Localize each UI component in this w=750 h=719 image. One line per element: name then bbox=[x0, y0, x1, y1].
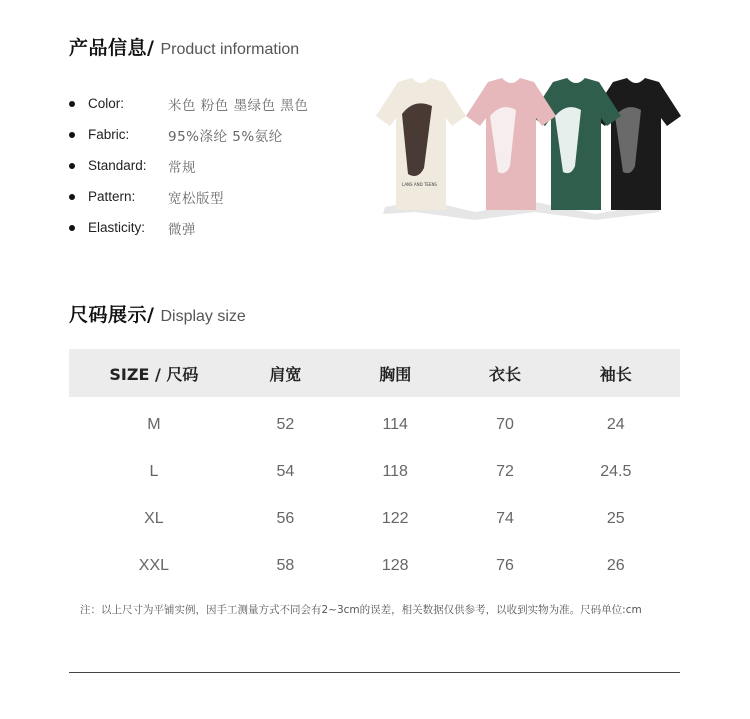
table-cell: 70 bbox=[496, 415, 514, 433]
info-item-fabric bbox=[69, 119, 308, 150]
table-cell: M bbox=[147, 415, 161, 433]
bullet-icon bbox=[69, 132, 75, 138]
table-cell: 56 bbox=[276, 509, 295, 527]
table-cell: XXL bbox=[138, 556, 170, 574]
info-value: 米色 粉色 墨绿色 黑色 bbox=[168, 97, 309, 114]
tshirt-print-text: LANS AND TEENS bbox=[402, 182, 437, 187]
table-cell: 72 bbox=[496, 462, 514, 480]
size-display-title-en: Display size bbox=[160, 308, 246, 325]
info-label: Fabric: bbox=[88, 127, 130, 142]
info-label: Pattern: bbox=[88, 189, 136, 204]
table-cell: 54 bbox=[276, 462, 295, 480]
info-item-standard bbox=[69, 150, 308, 181]
table-row bbox=[69, 542, 680, 589]
size-display-title-cn: 尺码展示/ bbox=[69, 304, 155, 326]
table-cell: 26 bbox=[606, 556, 625, 574]
info-label: Elasticity: bbox=[88, 220, 146, 235]
info-value: 95%涤纶 5%氨纶 bbox=[168, 128, 283, 145]
table-cell: 128 bbox=[381, 556, 409, 574]
table-cell: 24 bbox=[606, 415, 625, 433]
table-cell: 114 bbox=[382, 415, 408, 433]
table-cell: L bbox=[149, 462, 159, 480]
table-cell: 122 bbox=[381, 509, 409, 527]
table-row bbox=[69, 448, 680, 495]
product-info-title-cn: 产品信息/ bbox=[69, 37, 155, 59]
info-label: Standard: bbox=[88, 158, 147, 173]
table-cell: 58 bbox=[276, 556, 295, 574]
header-shoulder: 肩宽 bbox=[239, 349, 332, 397]
info-item-color bbox=[69, 88, 308, 119]
info-value: 微弹 bbox=[168, 221, 196, 238]
table-cell: 74 bbox=[496, 509, 514, 527]
table-row bbox=[69, 495, 680, 542]
product-info-title bbox=[69, 33, 299, 60]
bullet-icon bbox=[69, 225, 75, 231]
size-table-header-row bbox=[69, 349, 680, 397]
info-item-pattern bbox=[69, 181, 308, 212]
info-label: Color: bbox=[88, 96, 125, 111]
table-cell: XL bbox=[144, 509, 164, 527]
header-length: 衣长 bbox=[458, 349, 551, 397]
table-cell: 25 bbox=[606, 509, 625, 527]
beige-tshirt bbox=[376, 78, 466, 210]
table-cell: 52 bbox=[276, 415, 295, 433]
product-info-list bbox=[69, 88, 308, 243]
table-cell: 118 bbox=[382, 462, 408, 480]
pink-tshirt bbox=[466, 78, 556, 210]
header-chest: 胸围 bbox=[332, 349, 458, 397]
size-display-title bbox=[69, 300, 246, 327]
divider bbox=[69, 672, 680, 673]
header-size: SIZE / 尺码 bbox=[69, 349, 239, 397]
header-sleeve: 袖长 bbox=[552, 349, 680, 397]
table-cell: 76 bbox=[496, 556, 514, 574]
info-value: 常规 bbox=[168, 159, 196, 176]
measurement-note: 注：以上尺寸为平铺实例，因手工测量方式不同会有2~3cm的误差，相关数据仅供参考，以收到实物为准。尺码单位:cm bbox=[80, 604, 642, 616]
info-value: 宽松版型 bbox=[168, 190, 224, 207]
bullet-icon bbox=[69, 163, 75, 169]
info-item-elasticity bbox=[69, 212, 308, 243]
table-row bbox=[69, 397, 680, 448]
table-cell: 24.5 bbox=[600, 462, 632, 480]
tshirt-product-image bbox=[355, 62, 690, 222]
green-tshirt bbox=[531, 78, 621, 210]
size-table bbox=[69, 349, 680, 589]
bullet-icon bbox=[69, 194, 75, 200]
product-info-title-en: Product information bbox=[160, 41, 300, 58]
bullet-icon bbox=[69, 101, 75, 107]
